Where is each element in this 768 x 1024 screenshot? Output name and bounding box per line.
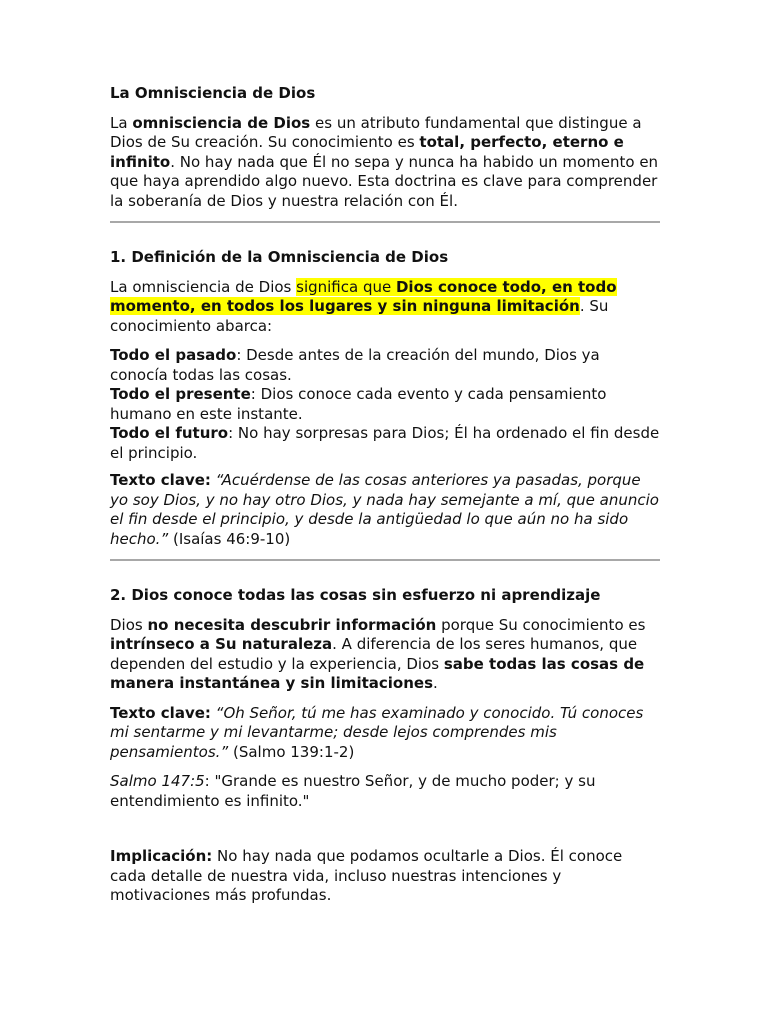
implication-label: Implicación:	[110, 847, 213, 865]
s2-text-1: Dios	[110, 615, 148, 634]
s2-bold-3: sabe todas las cosas de manera instantánea y sin limitaciones	[110, 654, 645, 692]
intro-bold-1: omnisciencia de Dios	[132, 113, 311, 132]
definition-text-1: La omnisciencia de Dios	[110, 277, 297, 296]
list-item-text: : Desde antes de la creación del mundo, Dios ya conocía todas las cosas.	[110, 346, 600, 384]
intro-bold-2: total, perfecto, eterno e infinito	[110, 133, 624, 171]
definition-highlight: significa que	[296, 277, 396, 296]
psalm-reference: Salmo 147:5	[110, 772, 205, 790]
key-text-reference: (Isaías 46:9-10)	[168, 529, 291, 548]
implication-text: No hay nada que podamos ocultarle a Dios. Él conoce cada detalle de nuestra vida, incluso nuestras intenciones y motivaciones más profundas.	[110, 847, 623, 904]
s2-text-3: . A diferencia de los seres humanos, que dependen del estudio y la experiencia, Dios	[110, 635, 638, 673]
psalm-147-quote	[110, 772, 660, 811]
s2-bold-2: intrínseco a Su naturaleza	[110, 635, 333, 653]
divider-1	[110, 221, 660, 223]
divider-2	[110, 559, 660, 561]
list-item-future	[110, 424, 660, 463]
s2-bold-1: no necesita descubrir información	[147, 615, 437, 634]
list-item-label: Todo el pasado	[110, 346, 237, 364]
list-item-label: Todo el futuro	[110, 424, 229, 442]
key-text-reference: (Salmo 139:1-2)	[228, 742, 355, 761]
intro-text-2: es un atributo fundamental que distingue a Dios de Su creación. Su conocimiento es	[110, 113, 642, 151]
key-text-quote: “Acuérdense de las cosas anteriores ya pasadas, porque yo soy Dios, y no hay otro Dios, y nada hay semejante a mí, que anuncio el fin desde el principio, y desde la antigüedad lo que aún no ha sido hecho.”	[110, 471, 659, 548]
list-item-text: : No hay sorpresas para Dios; Él ha ordenado el fin desde el principio.	[110, 424, 660, 462]
key-text-psalm-139	[110, 704, 660, 763]
list-item-past	[110, 346, 660, 385]
knowledge-list	[110, 346, 660, 463]
key-text-quote: “Oh Señor, tú me has examinado y conocido. Tú conoces mi sentarme y mi levantarme; desde lejos comprendes mis pensamientos.”	[110, 703, 644, 761]
key-text-label: Texto clave:	[110, 703, 211, 722]
list-item-present	[110, 385, 660, 424]
section-2-paragraph	[110, 616, 660, 694]
section-2-heading: 2. Dios conoce todas las cosas sin esfuerzo ni aprendizaje	[110, 586, 601, 604]
intro-text-1: La	[110, 113, 133, 132]
section-1-definition	[110, 278, 660, 337]
intro-paragraph	[110, 114, 660, 212]
key-text-label: Texto clave:	[110, 471, 211, 489]
key-text-isaiah	[110, 471, 660, 549]
list-item-label: Todo el presente	[110, 385, 251, 403]
list-item-text: : Dios conoce cada evento y cada pensamiento humano en este instante.	[110, 385, 607, 423]
implication-paragraph	[110, 847, 660, 906]
definition-highlight-bold: Dios conoce todo, en todo momento, en todos los lugares y sin ninguna limitación	[110, 277, 617, 315]
s2-text-2: porque Su conocimiento es	[436, 615, 646, 634]
document-page	[110, 84, 660, 916]
s2-text-4: .	[433, 674, 438, 692]
intro-text-3: . No hay nada que Él no sepa y nunca ha habido un momento en que haya aprendido algo nuevo. Esta doctrina es clave para comprender la soberanía de Dios y nuestra relación con Él.	[110, 152, 659, 210]
section-1-heading: 1. Definición de la Omnisciencia de Dios	[110, 248, 449, 266]
document-title: La Omnisciencia de Dios	[110, 84, 316, 102]
definition-text-2: . Su conocimiento abarca:	[110, 297, 609, 335]
psalm-text: : "Grande es nuestro Señor, y de mucho poder; y su entendimiento es infinito."	[110, 772, 596, 810]
